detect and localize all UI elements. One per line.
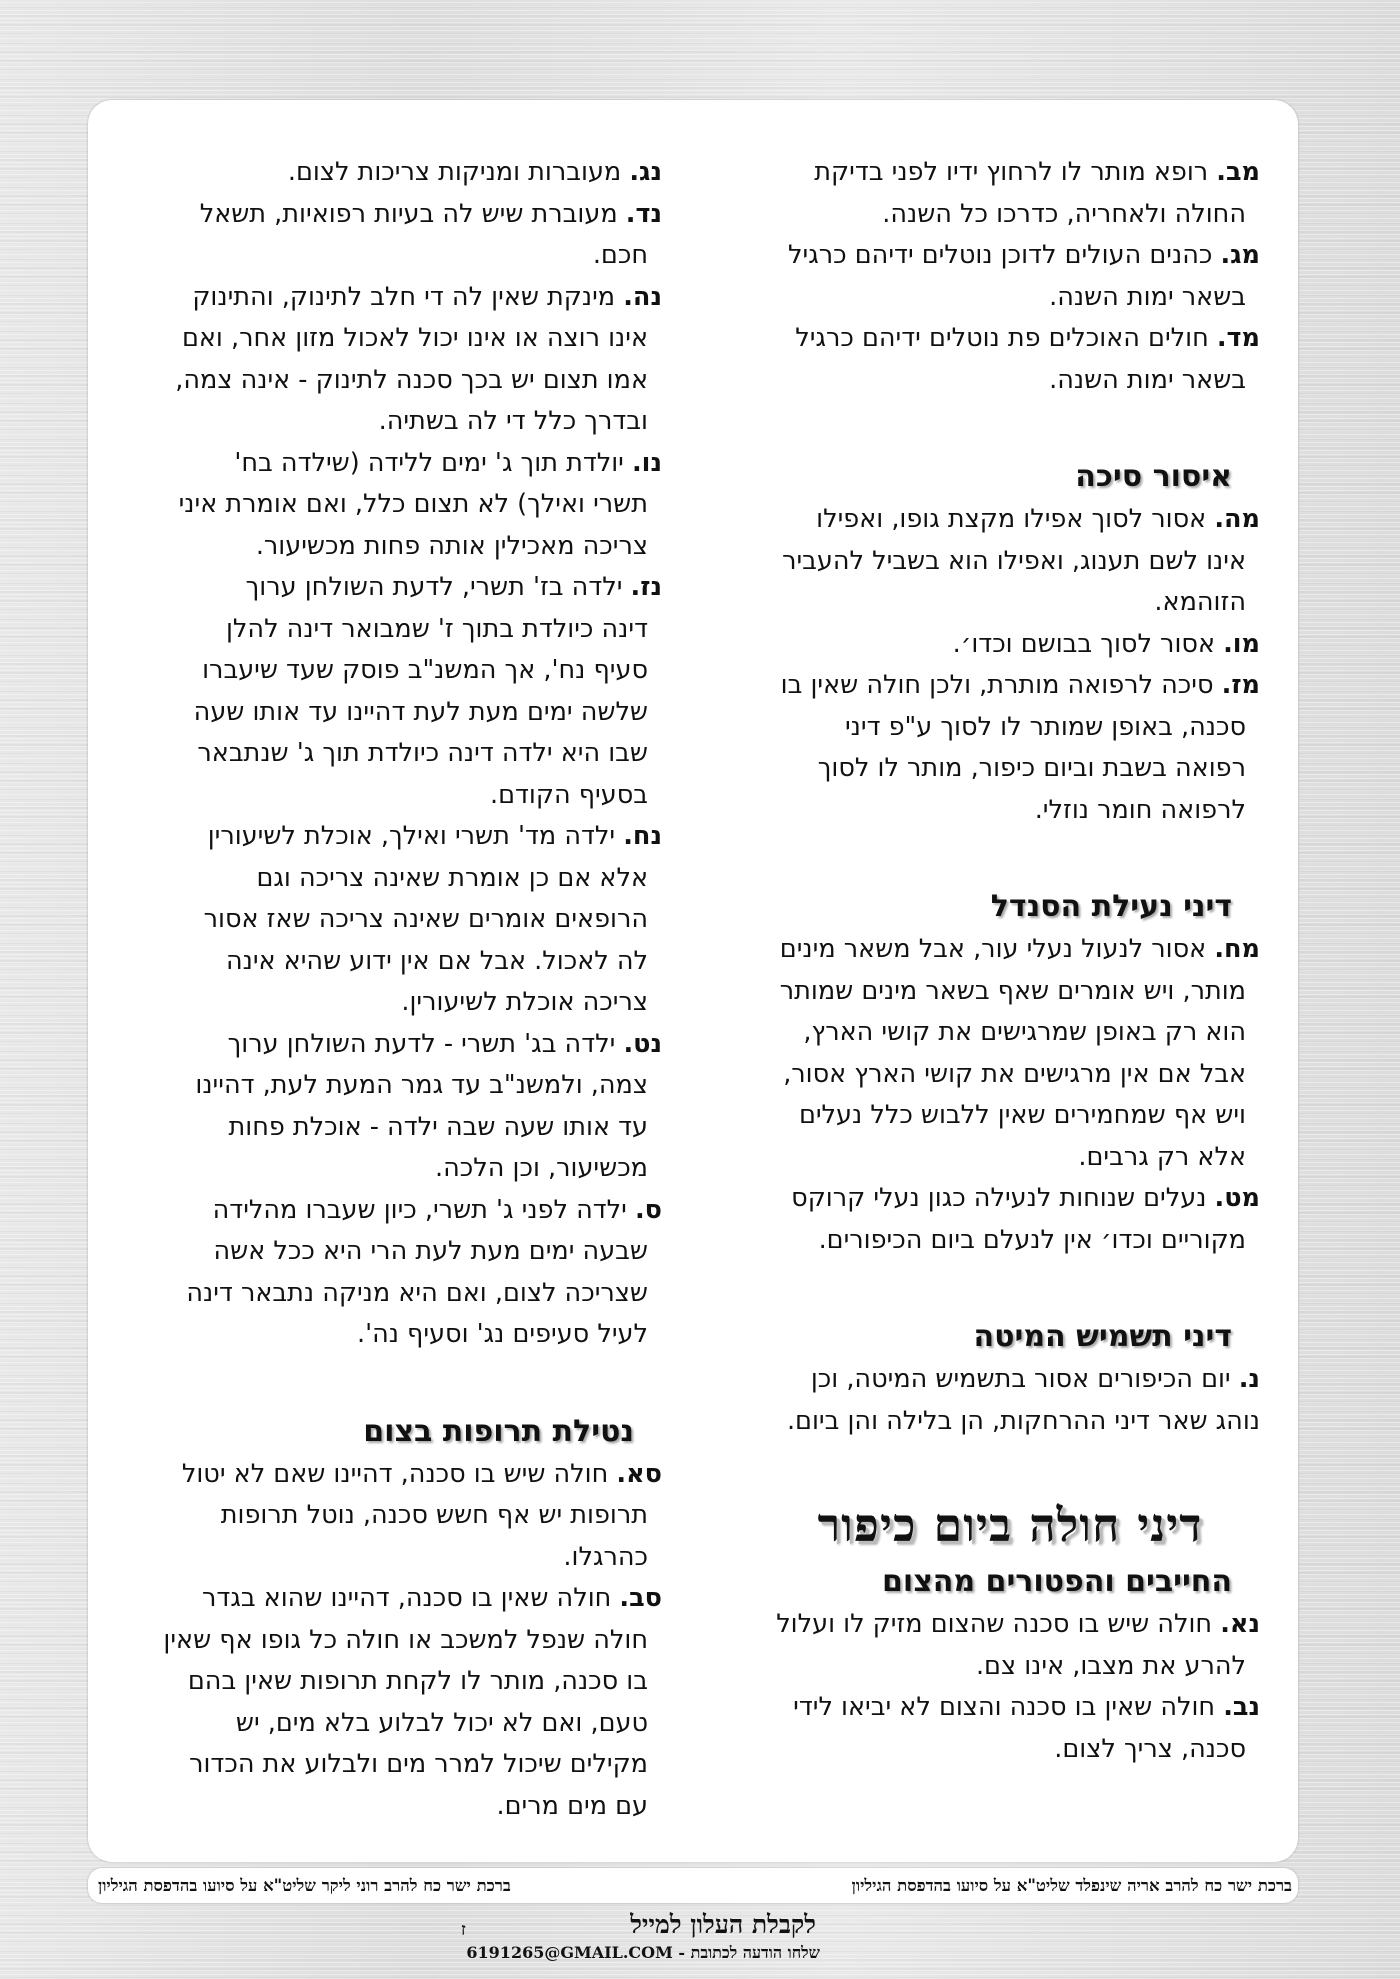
- paragraph-number: נא.: [1220, 1609, 1260, 1639]
- paragraph-number: מז.: [1221, 670, 1260, 700]
- paragraph-sb: סב. חולה שאין בו סכנה, דהיינו שהוא בגדר חולה שנפל למשכב או חולה כל גופו אף שאין בו סכנה, מותר לו לקחת תרופות שאין בהם טעם, ואם לא יכול לבלוע בלא מים, יש מקילים שיכול למרר מים ולבלוע את הכדור עם מים מרים.: [163, 1583, 662, 1821]
- paragraph-nz: נז. ילדה בז' תשרי, לדעת השולחן ערוך דינה כיולדת בתוך ז' שמבואר דינה להלן סעיף נח', אך המשנ"ב פוסק שעד שיעברו שלשה ימים מעת לעת דהיינו עד אותו שעה שבו היא ילדה דינה כיולדת תוך ג' שנתבאר בסעיף הקודם.: [193, 572, 662, 810]
- page-number: ז: [461, 1920, 466, 1940]
- paragraph-ng: נג. מעוברות ומניקות צריכות לצום.: [287, 157, 662, 187]
- paragraph-na: נא. חולה שיש בו סכנה שהצום מזיק לו ועלול להרע את מצבו, אינו צם.: [776, 1609, 1260, 1681]
- subscribe-block: [466, 1909, 820, 1965]
- paragraph-nb: נב. חולה שאין בו סכנה והצום לא יביאו לידי סכנה, צריך לצום.: [793, 1692, 1260, 1764]
- paragraph-number: מג.: [1220, 240, 1260, 270]
- paragraph-number: נח.: [623, 821, 662, 851]
- paragraph-number: ס.: [634, 1194, 662, 1225]
- paragraph-number: מה.: [1214, 504, 1260, 534]
- subscribe-title: לקבלת העלון למייל: [630, 1910, 816, 1939]
- paragraph-nch: נח. ילדה מד' תשרי ואילך, אוכלת לשיעורין אלא אם כן אומרת שאינה צריכה וגם הרופאים אומרים שאינה צריכה שאז אסור לה לאכול. אבל אם אין ידוע שהיא אינה צריכה אוכלת לשיעורין.: [203, 821, 662, 1017]
- paragraph-number: מד.: [1216, 323, 1260, 353]
- subscribe-instructions: שלחו הודעה לכתובת - 6191265@GMAIL.COM: [466, 1943, 820, 1962]
- paragraph-number: נה.: [623, 281, 662, 312]
- paragraph-s: ס. ילדה לפני ג' תשרי, כיון שעברו מהלידה שבעה ימים מעת לעת הרי היא ככל אשה שצריכה לצום, ואם היא מניקה נתבאר דינה לעיל סעיפים נג' וסעיף נה'.: [186, 1194, 662, 1349]
- sponsor-text-right: ברכת ישר כח להרב אריה שינפלד שליט"א על סיועו בהדפסת הגיליון: [851, 1876, 1292, 1895]
- paragraph-nv: נו. יולדת תוך ג' ימים ללידה (שילדה בח' תשרי ואילך) לא תצום כלל, ואם אומרת איני צריכה מאכילין אותה פחות מכשיעור.: [178, 447, 662, 561]
- paragraph-number: נט.: [623, 1028, 662, 1059]
- paragraph-mch: מח. אסור לנעול נעלי עור, אבל משאר מינים מותר, ויש אומרים שאף בשאר מינים שמותר הוא רק באופן שמרגישים את קושי הארץ, אבל אם אין מרגישים את קושי הארץ אסור, ויש אף שמחמירים שאין ללבוש כלל נעלים אלא רק גרבים.: [779, 934, 1260, 1172]
- paragraph-number: מב.: [1216, 157, 1260, 187]
- subscribe-email[interactable]: 6191265@GMAIL.COM: [466, 1943, 673, 1962]
- paragraph-number: נז.: [630, 572, 662, 602]
- paragraph-number: מח.: [1214, 934, 1260, 964]
- sponsor-banner: [88, 1868, 1298, 1903]
- paragraph-mb: מב. רופא מותר לו לרחוץ ידיו לפני בדיקת החולה ולאחריה, כדרכו כל השנה.: [814, 157, 1260, 229]
- paragraph-md: מד. חולים האוכלים פת נוטלים ידיהם כרגיל בשאר ימות השנה.: [795, 323, 1260, 395]
- paragraph-number: סא.: [616, 1458, 662, 1489]
- paragraph-mg: מג. כהנים העולים לדוכן נוטלים ידיהם כרגיל בשאר ימות השנה.: [788, 240, 1260, 312]
- left-column: [114, 152, 662, 1827]
- paragraph-n: נ. יום הכיפורים אסור בתשמיש המיטה, וכן נוהג שאר דיני ההרחקות, הן בלילה והן ביום.: [786, 1364, 1260, 1436]
- section-heading-trufot: נטילת תרופות בצום: [363, 1413, 634, 1449]
- paragraph-mv: מו. אסור לסוך בבושם וכדו׳.: [952, 628, 1260, 659]
- main-title: דיני חולה ביום כיפור: [817, 1498, 1203, 1552]
- paragraph-nh: נה. מינקת שאין לה די חלב לתינוק, והתינוק אינו רוצה או אינו יכול לאכול מזון אחר, ואם אמו תצום יש בכך סכנה לתינוק - אינה צמה, ובדרך כלל די לה בשתיה.: [175, 281, 662, 436]
- paragraph-nt: נט. ילדה בג' תשרי - לדעת השולחן ערוך צמה, ולמשנ"ב עד גמר המעת לעת, דהיינו עד אותו שעה שבה ילדה - אוכלת פחות מכשיעור, וכן הלכה.: [195, 1028, 662, 1183]
- section-heading-sicha: איסור סיכה: [1075, 459, 1232, 494]
- paragraph-number: נד.: [625, 198, 662, 229]
- paragraph-number: מו.: [1223, 628, 1260, 659]
- right-column: [732, 152, 1260, 1770]
- paragraph-number: נג.: [629, 157, 662, 187]
- section-heading-tashmish: דיני תשמיש המיטה: [973, 1319, 1232, 1354]
- paragraph-number: סב.: [619, 1583, 662, 1613]
- paragraph-group: [732, 152, 1260, 401]
- paragraph-mh: מה. אסור לסוך אפילו מקצת גופו, ואפילו אינו לשם תענוג, ואפילו הוא בשביל להעביר הזוהמא.: [782, 504, 1260, 617]
- sponsor-text-left: ברכת ישר כח להרב רוני ליקר שליט"א על סיועו בהדפסת הגיליון: [98, 1876, 511, 1895]
- paragraph-number: מט.: [1214, 1183, 1260, 1213]
- paragraph-number: נ.: [1238, 1364, 1260, 1394]
- paragraph-nd: נד. מעוברת שיש לה בעיות רפואיות, תשאל חכם.: [199, 198, 662, 270]
- paragraph-number: נב.: [1223, 1692, 1260, 1722]
- paragraph-sa: סא. חולה שיש בו סכנה, דהיינו שאם לא יטול תרופות יש אף חשש סכנה, נוטל תרופות כהרגלו.: [181, 1458, 662, 1572]
- paragraph-mz: מז. סיכה לרפואה מותרת, ולכן חולה שאין בו סכנה, באופן שמותר לו לסוך ע"פ דיני רפואה בשבת וביום כיפור, מותר לו לסוך לרפואה חומר נוזלי.: [780, 670, 1260, 825]
- paragraph-number: נו.: [632, 447, 662, 478]
- section-heading-chayavim: החייבים והפטורים מהצום: [882, 1564, 1232, 1599]
- paragraph-mt: מט. נעלים שנוחות לנעילה כגון נעלי קרוקס מקוריים וכדו׳ אין לנעלם ביום הכיפורים.: [791, 1183, 1260, 1255]
- section-heading-sandal: דיני נעילת הסנדל: [990, 889, 1232, 924]
